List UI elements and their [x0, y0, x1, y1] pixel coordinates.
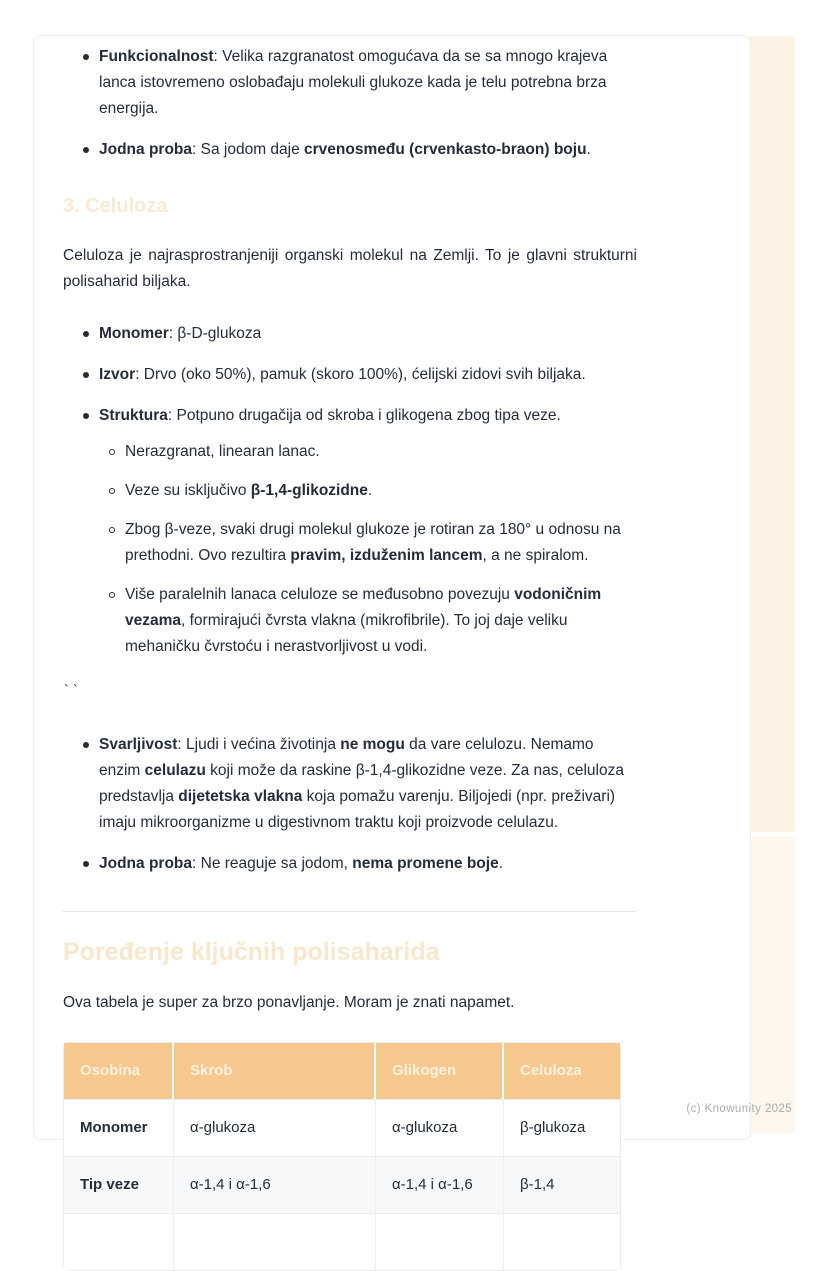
list-item [79, 403, 637, 660]
text-segment: Veze su isključivo [125, 482, 251, 499]
text-segment: : Ljudi i većina životinja [177, 736, 341, 753]
table-header-cell: Osobina [64, 1043, 174, 1099]
comparison-heading: Poređenje ključnih polisaharida [63, 938, 440, 966]
sub-list [105, 439, 637, 660]
list-item-text [99, 736, 624, 831]
table-cell: β-glukoza [504, 1099, 620, 1156]
disc-bullet-icon [83, 54, 89, 60]
list-item-text [99, 325, 261, 342]
text-segment: Zbog β-veze, svaki drugi molekul glukoze je rotiran za 180° u odnosu na prethodni. Ovo rezultira [125, 521, 621, 564]
list-item [79, 362, 637, 388]
text-segment: : Ne reaguje sa jodom, [192, 855, 353, 872]
minimap-strip-lower [749, 836, 795, 1133]
text-segment: : Potpuno drugačija od skroba i glikogena zbog tipa veze. [167, 407, 561, 424]
list-item [79, 321, 637, 347]
document-page [33, 35, 751, 1193]
text-segment: vodoničnim vezama [125, 586, 602, 629]
table-row-label [64, 1213, 174, 1270]
text-segment: . [586, 141, 591, 158]
bullet-list-top [79, 44, 637, 163]
table-header-cell: Glikogen [376, 1043, 504, 1099]
text-segment: : Velika razgranatost omogućava da se sa mnogo krajeva lanca istovremeno oslobađaju molekuli glukoze kada je telu potrebna brza energija. [99, 48, 608, 117]
table-row [64, 1156, 620, 1213]
list-item-text [125, 586, 601, 655]
text-segment: koja pomažu varenju. Biljojedi (npr. preživari) imaju mikroorganizme u digestivnom traktu koji proizvode celulazu. [99, 788, 616, 831]
list-item-text [99, 141, 591, 158]
list-item [79, 732, 637, 836]
circle-bullet-icon [109, 592, 115, 598]
watermark: (c) Knowunity 2025 [686, 1103, 792, 1115]
text-segment: ne mogu [340, 736, 405, 753]
text-segment: Više paralelnih lanaca celuloze se međusobno povezuju [125, 586, 515, 603]
text-segment: Nerazgranat, linearan lanac. [125, 443, 320, 460]
celuloza-intro-paragraph: Celuloza je najrasprostranjeniji organski molekul na Zemlji. To je glavni strukturni polisaharid biljaka. [63, 247, 637, 290]
table-header-row [64, 1043, 620, 1099]
table-row [64, 1213, 620, 1270]
text-segment: Jodna proba [99, 855, 193, 872]
list-item-text [125, 482, 372, 499]
table-header-cell: Celuloza [504, 1043, 620, 1099]
text-segment: Funkcionalnost [99, 48, 214, 65]
disc-bullet-icon [83, 331, 89, 337]
list-item [105, 582, 637, 660]
list-item [105, 478, 637, 504]
disc-bullet-icon [83, 861, 89, 867]
table-row [64, 1099, 620, 1156]
text-segment: Izvor [99, 366, 136, 383]
list-item [79, 44, 637, 122]
list-item-text [99, 366, 586, 383]
minimap-strip-upper [749, 36, 795, 832]
bullet-list-celuloza [79, 321, 637, 660]
list-item [105, 517, 637, 569]
text-segment: celulazu [144, 762, 206, 779]
disc-bullet-icon [83, 372, 89, 378]
bullet-list-digestion [79, 732, 637, 877]
table-cell [376, 1213, 504, 1270]
section-divider [63, 911, 636, 912]
list-item-text [125, 521, 621, 564]
text-segment: , a ne spiralom. [482, 547, 589, 564]
list-item [79, 137, 637, 163]
text-segment: . [367, 482, 373, 499]
text-segment: . [498, 855, 504, 872]
text-segment: nema promene boje [352, 855, 499, 872]
text-segment: : Drvo (oko 50%), pamuk (skoro 100%), ćelijski zidovi svih biljaka. [135, 366, 586, 383]
list-item-text [99, 407, 561, 424]
circle-bullet-icon [109, 527, 115, 533]
table-cell [174, 1213, 376, 1270]
table-row-label: Tip veze [64, 1156, 174, 1213]
text-segment: Struktura [99, 407, 168, 424]
list-item [79, 851, 637, 877]
table-cell: β-1,4 [504, 1156, 620, 1213]
text-segment: crvenosmeđu (crvenkasto-braon) boju [304, 141, 587, 158]
text-segment: Svarljivost [99, 736, 178, 753]
list-item-text [99, 48, 607, 117]
comparison-table [63, 1042, 621, 1271]
disc-bullet-icon [83, 413, 89, 419]
section-heading-celuloza: 3. Celuloza [63, 195, 168, 217]
text-segment: da vare celulozu. Nemamo enzim [99, 736, 594, 779]
text-segment: pravim, izduženim lancem [290, 547, 483, 564]
text-segment: dijetetska vlakna [178, 788, 303, 805]
text-segment: Jodna proba [99, 141, 193, 158]
table-row-label: Monomer [64, 1099, 174, 1156]
list-item-text [125, 443, 320, 460]
table-header-cell: Skrob [174, 1043, 376, 1099]
text-segment: Monomer [99, 325, 169, 342]
disc-bullet-icon [83, 742, 89, 748]
text-segment: koji može da raskine β-1,4-glikozidne veze. Za nas, celuloza predstavlja [99, 762, 624, 805]
document-content [34, 36, 637, 1271]
table-cell: α-1,4 i α-1,6 [174, 1156, 376, 1213]
table-cell: α-glukoza [376, 1099, 504, 1156]
table-cell: α-1,4 i α-1,6 [376, 1156, 504, 1213]
text-segment: β-1,4-glikozidne [250, 482, 368, 499]
table-cell: α-glukoza [174, 1099, 376, 1156]
disc-bullet-icon [83, 147, 89, 153]
table-header [64, 1043, 620, 1099]
table-body [64, 1099, 620, 1270]
circle-bullet-icon [109, 449, 115, 455]
text-segment: , formirajući čvrsta vlakna (mikrofibrile). To joj daje veliku mehaničku čvrstoću i nerastvorljivost u vodi. [125, 612, 568, 655]
table-cell [504, 1213, 620, 1270]
comparison-intro-paragraph: Ova tabela je super za brzo ponavljanje. Moram je znati napamet. [63, 994, 515, 1011]
list-item [105, 439, 637, 465]
text-segment: : Sa jodom daje [192, 141, 305, 158]
list-item-text [99, 855, 503, 872]
inline-code-marks: `` [63, 684, 81, 699]
circle-bullet-icon [109, 488, 115, 494]
text-segment: : β-D-glukoza [168, 325, 262, 342]
